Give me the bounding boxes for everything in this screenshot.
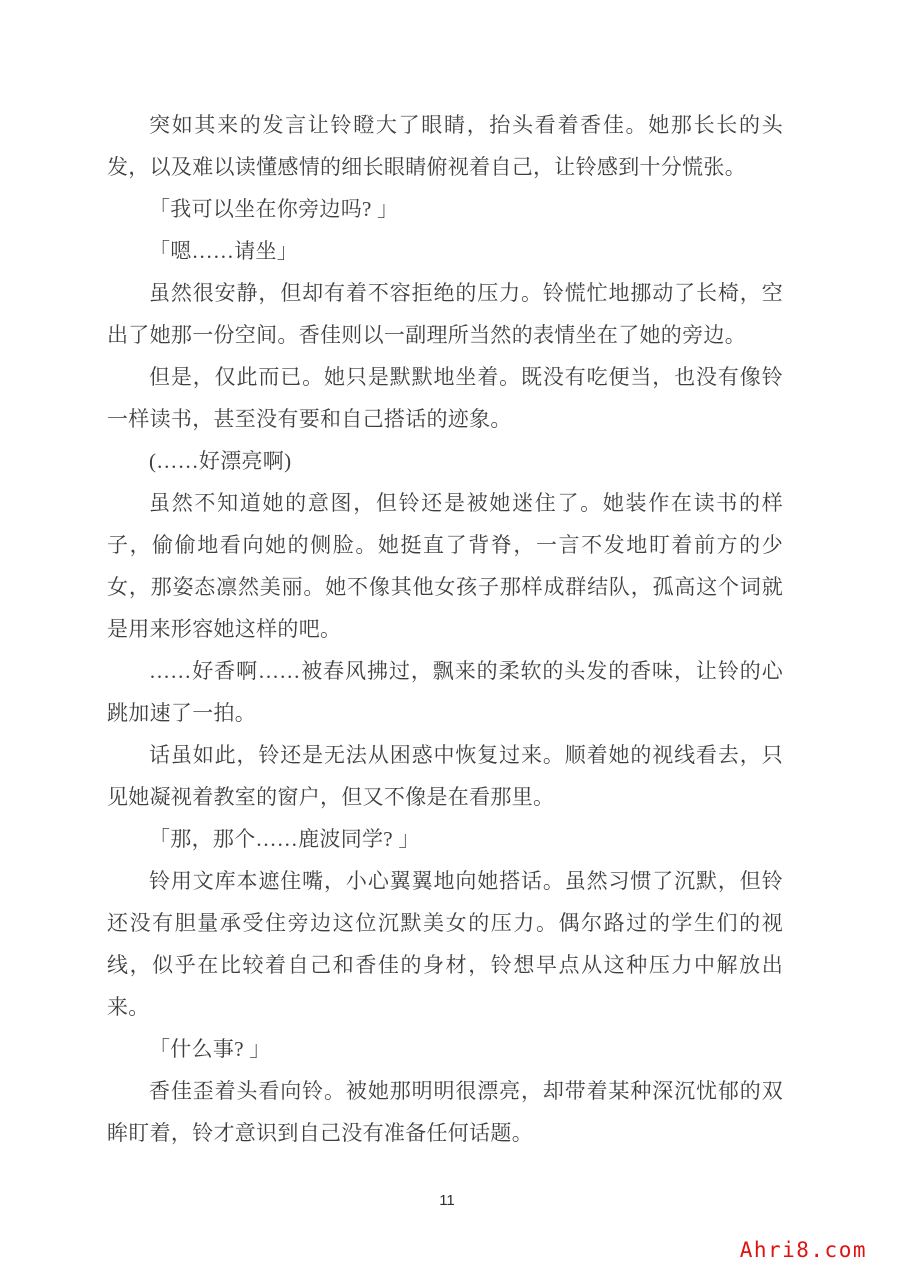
- body-text: [107, 104, 783, 1154]
- paragraph: 香佳歪着头看向铃。被她那明明很漂亮，却带着某种深沉忧郁的双眸盯着，铃才意识到自己没有准备任何话题。: [107, 1079, 783, 1145]
- paragraph: 铃用文库本遮住嘴，小心翼翼地向她搭话。虽然习惯了沉默，但铃还没有胆量承受住旁边这位沉默美女的压力。偶尔路过的学生们的视线，似乎在比较着自己和香佳的身材，铃想早点从这种压力中解放出来。: [107, 869, 783, 1019]
- paragraph: 突如其来的发言让铃瞪大了眼睛，抬头看着香佳。她那长长的头发，以及难以读懂感情的细长眼睛俯视着自己，让铃感到十分慌张。: [107, 113, 783, 179]
- watermark-link[interactable]: Ahri8.com: [739, 1238, 867, 1262]
- paragraph: 话虽如此，铃还是无法从困惑中恢复过来。顺着她的视线看去，只见她凝视着教室的窗户，但又不像是在看那里。: [107, 743, 783, 809]
- paragraph: 虽然很安静，但却有着不容拒绝的压力。铃慌忙地挪动了长椅，空出了她那一份空间。香佳则以一副理所当然的表情坐在了她的旁边。: [107, 281, 783, 347]
- paragraph: 但是，仅此而已。她只是默默地坐着。既没有吃便当，也没有像铃一样读书，甚至没有要和自己搭话的迹象。: [107, 365, 783, 431]
- paragraph: 虽然不知道她的意图，但铃还是被她迷住了。她装作在读书的样子，偷偷地看向她的侧脸。她挺直了背脊，一言不发地盯着前方的少女，那姿态凛然美丽。她不像其他女孩子那样成群结队，孤高这个词就是用来形容她这样的吧。: [107, 491, 783, 641]
- dialogue-paragraph: 「那，那个……鹿波同学? 」: [149, 827, 420, 851]
- thought-paragraph: ……好香啊……被春风拂过，飘来的柔软的头发的香味，让铃的心跳加速了一拍。: [107, 659, 783, 725]
- dialogue-paragraph: 「什么事? 」: [149, 1037, 271, 1061]
- thought-paragraph: (……好漂亮啊): [149, 449, 292, 473]
- page-number: 11: [439, 1192, 455, 1209]
- dialogue-paragraph: 「嗯……请坐」: [149, 239, 299, 263]
- dialogue-paragraph: 「我可以坐在你旁边吗? 」: [149, 197, 399, 221]
